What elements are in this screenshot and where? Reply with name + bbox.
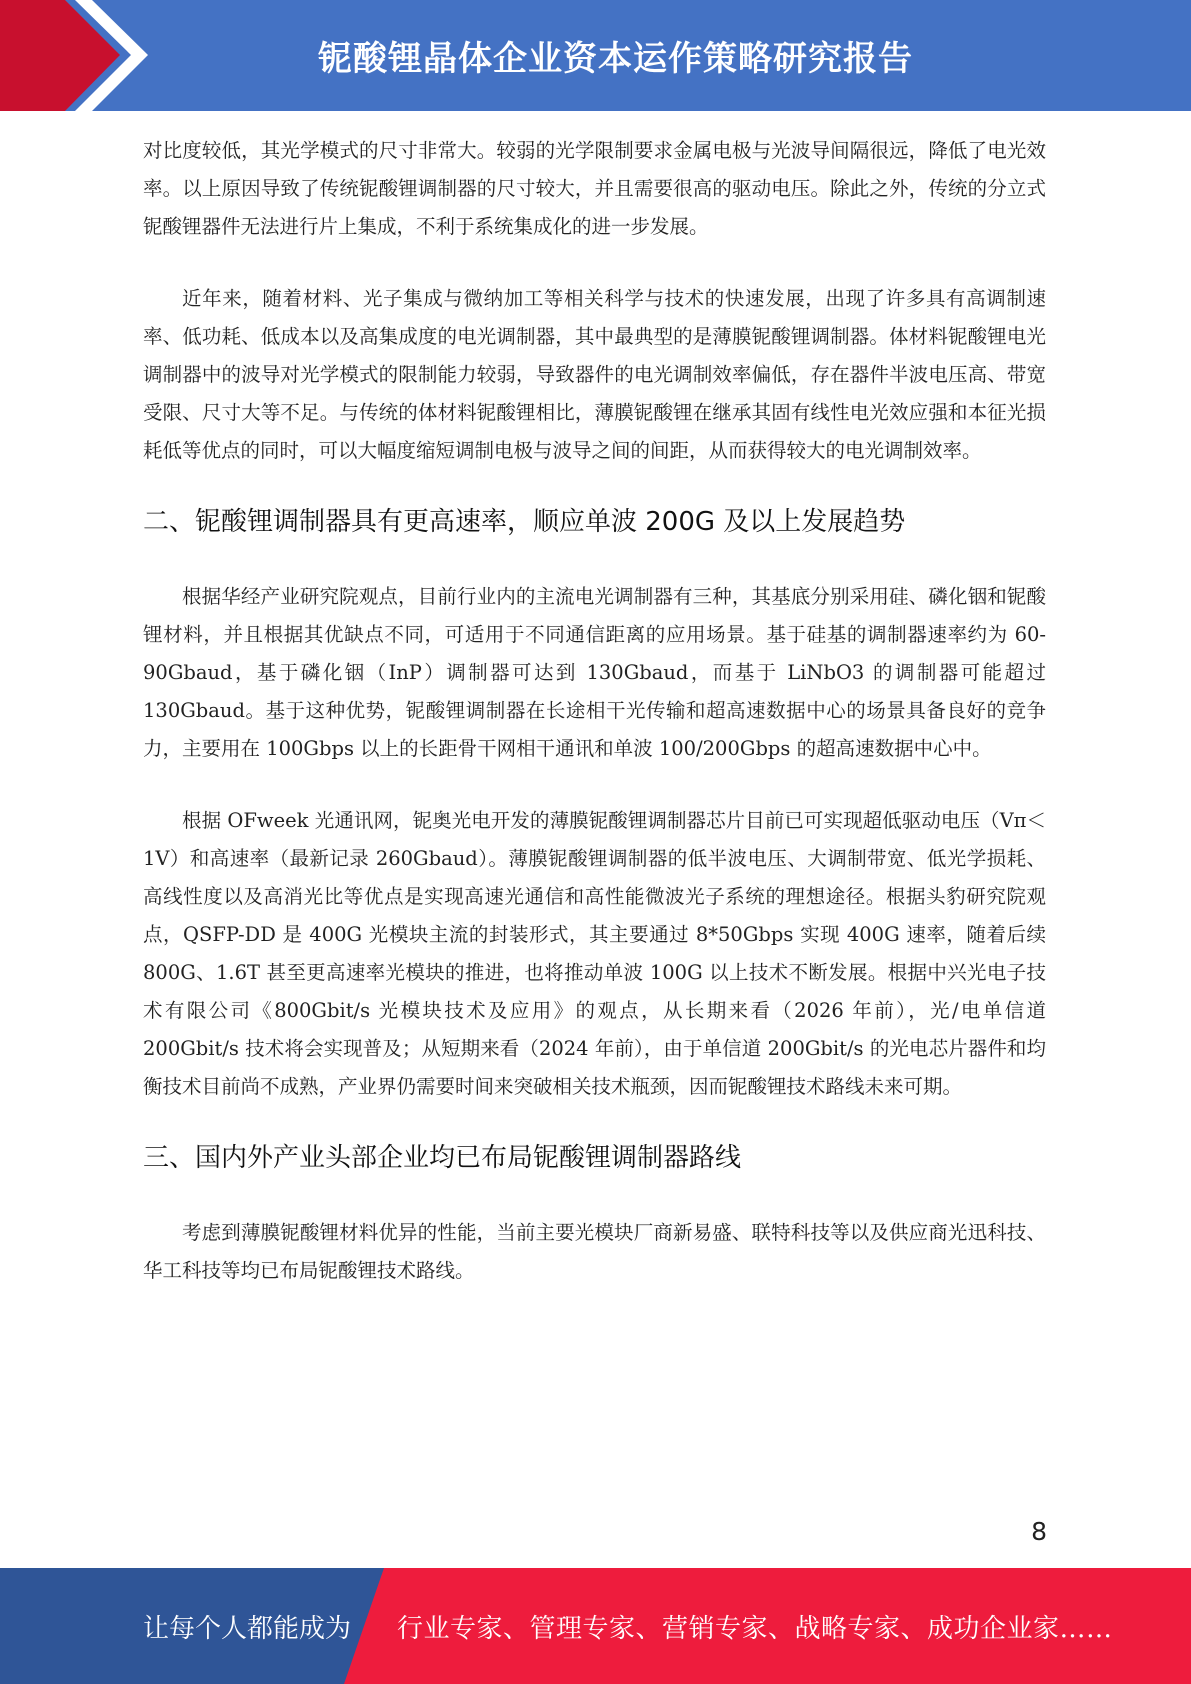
section-heading-3: 三、国内外产业头部企业均已布局铌酸锂调制器路线 <box>143 1143 742 1173</box>
paragraph-5: 考虑到薄膜铌酸锂材料优异的性能，当前主要光模块厂商新易盛、联特科技等以及供应商光迅科技、华工科技等均已布局铌酸锂技术路线。 <box>143 1221 1046 1282</box>
footer-banner <box>0 1568 1191 1684</box>
paragraph-4: 根据 OFweek 光通讯网，铌奥光电开发的薄膜铌酸锂调制器芯片目前已可实现超低驱动电压（Vπ＜1V）和高速率（最新记录 260Gbaud）。薄膜铌酸锂调制器的低半波电压、大调制带宽、低光学损耗、高线性度以及高消光比等优点是实现高速光通信和高性能微波光子系统的理想途径。根据头豹研究院观点，QSFP-DD 是 400G 光模块主流的封装形式，其主要通过 8*50Gbps 实现 400G 速率，随着后续 800G、1.6T 甚至更高速率光模块的推进，也将推动单波 100G 以上技术不断发展。根据中兴光电子技术有限公司《800Gbit/s 光模块技术及应用》的观点，从长期来看（2026 年前），光/电单信道 200Gbit/s 技术将会实现普及；从短期来看（2024 年前），由于单信道 200Gbit/s 的光电芯片器件和均衡技术目前尚不成熟，产业界仍需要时间来突破相关技术瓶颈，因而铌酸锂技术路线未来可期。 <box>143 809 1046 1098</box>
page-number: 8 <box>1031 1517 1047 1546</box>
paragraph-3: 根据华经产业研究院观点，目前行业内的主流电光调制器有三种，其基底分别采用硅、磷化铟和铌酸锂材料，并且根据其优缺点不同，可适用于不同通信距离的应用场景。基于硅基的调制器速率约为 60-90Gbaud，基于磷化铟（InP）调制器可达到 130Gbaud，而基于 LiNbO3 的调制器可能超过 130Gbaud。基于这种优势，铌酸锂调制器在长途相干光传输和超高速数据中心的场景具备良好的竞争力，主要用在 100Gbps 以上的长距骨干网相干通讯和单波 100/200Gbps 的超高速数据中心中。 <box>143 585 1046 760</box>
paragraph-1: 对比度较低，其光学模式的尺寸非常大。较弱的光学限制要求金属电极与光波导间隔很远，降低了电光效率。以上原因导致了传统铌酸锂调制器的尺寸较大，并且需要很高的驱动电压。除此之外，传统的分立式铌酸锂器件无法进行片上集成，不利于系统集成化的进一步发展。 <box>143 139 1046 238</box>
report-title: 铌酸锂晶体企业资本运作策略研究报告 <box>318 39 913 79</box>
footer-slogan-right: 行业专家、管理专家、营销专家、战略专家、成功企业家…… <box>397 1613 1113 1644</box>
chevron-arrow-icon <box>0 0 160 111</box>
header-banner <box>0 0 1191 111</box>
section-heading-2: 二、铌酸锂调制器具有更高速率，顺应单波 200G 及以上发展趋势 <box>143 507 906 537</box>
paragraph-2: 近年来，随着材料、光子集成与微纳加工等相关科学与技术的快速发展，出现了许多具有高调制速率、低功耗、低成本以及高集成度的电光调制器，其中最典型的是薄膜铌酸锂调制器。体材料铌酸锂电光调制器中的波导对光学模式的限制能力较弱，导致器件的电光调制效率偏低，存在器件半波电压高、带宽受限、尺寸大等不足。与传统的体材料铌酸锂相比，薄膜铌酸锂在继承其固有线性电光效应强和本征光损耗低等优点的同时，可以大幅度缩短调制电极与波导之间的间距，从而获得较大的电光调制效率。 <box>143 287 1046 462</box>
page-content <box>143 132 1046 1290</box>
footer-slogan-left: 让每个人都能成为 <box>143 1613 352 1644</box>
